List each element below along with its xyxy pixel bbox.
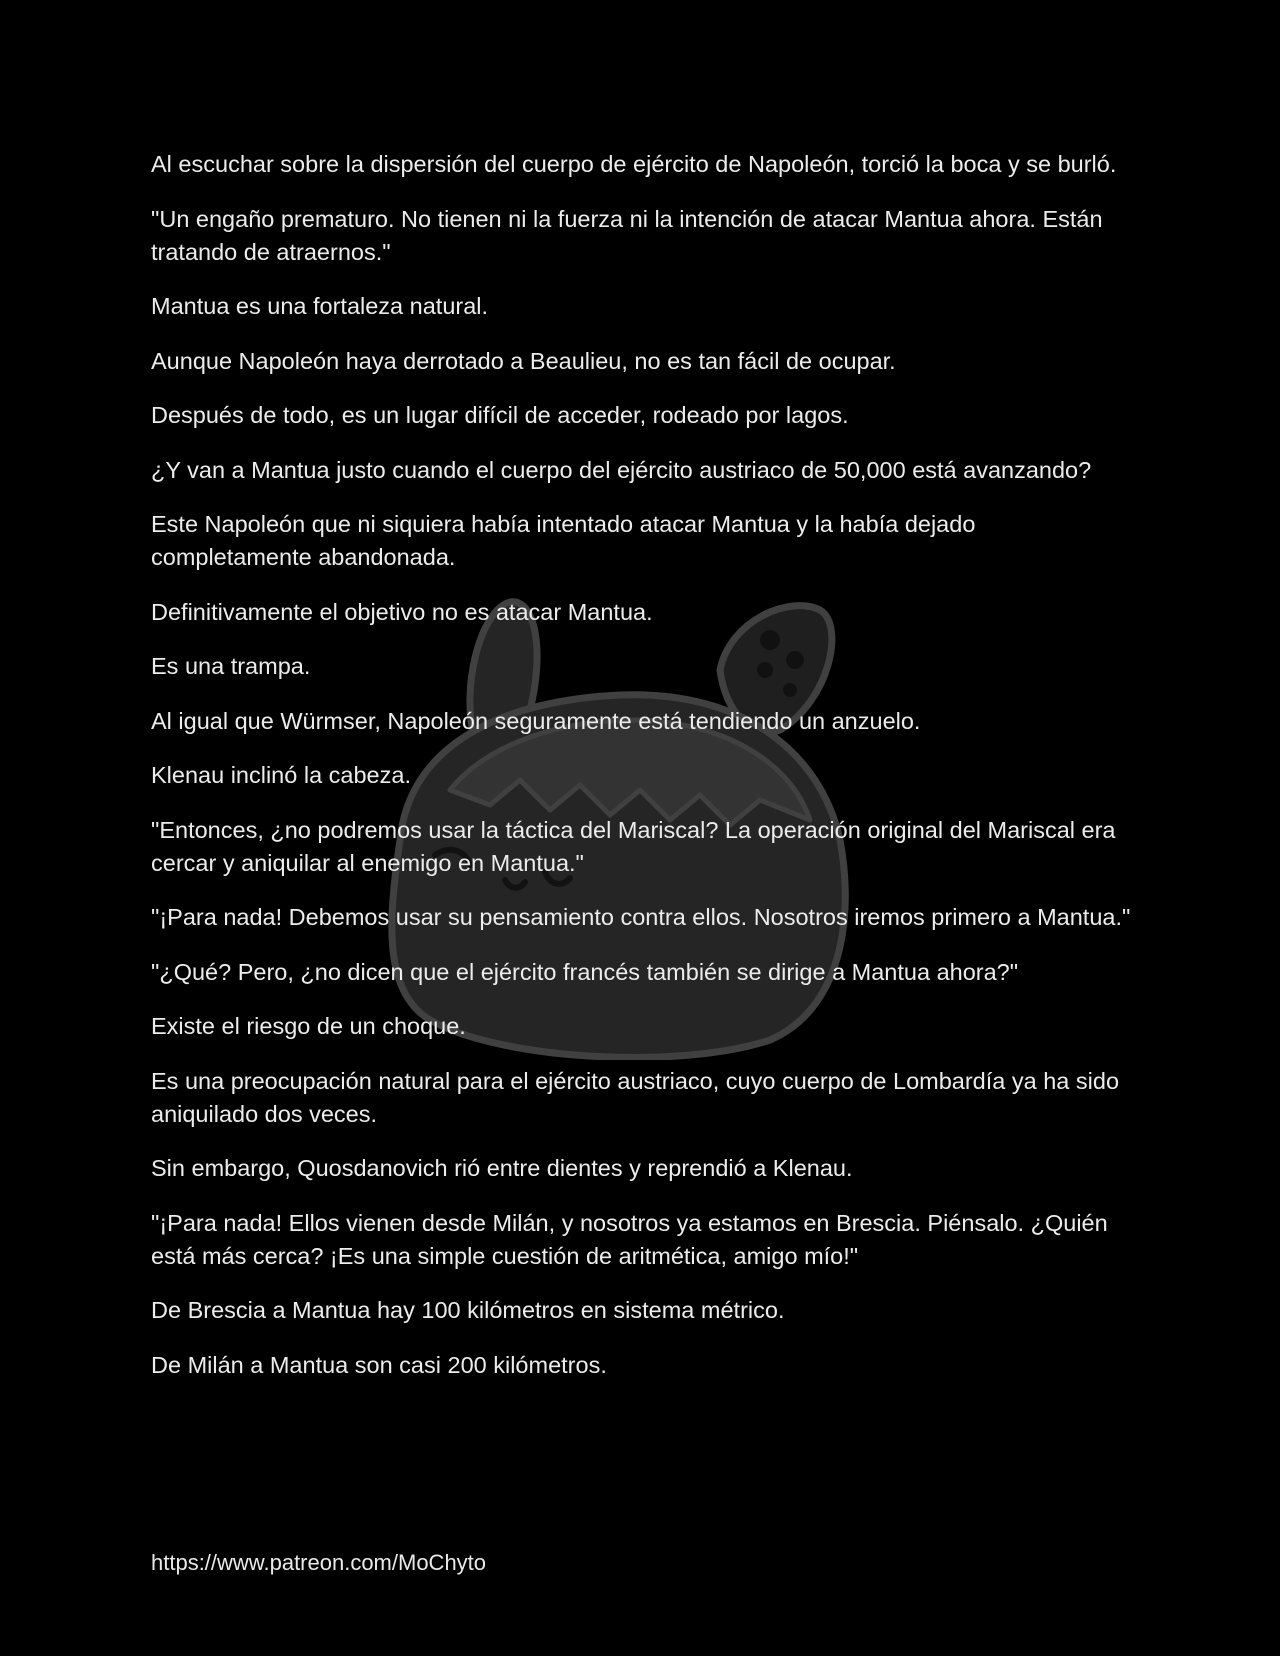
story-text	[151, 148, 1131, 1403]
paragraph: "¡Para nada! Ellos vienen desde Milán, y nosotros ya estamos en Brescia. Piénsalo. ¿Quién está más cerca? ¡Es una simple cuestión de aritmética, amigo mío!"	[151, 1209, 1108, 1269]
paragraph: Este Napoleón que ni siquiera había intentado atacar Mantua y la había dejado completamente abandonada.	[151, 511, 976, 570]
paragraph: "Entonces, ¿no podremos usar la táctica del Mariscal? La operación original del Mariscal era cercar y aniquilar al enemigo en Mantua."	[151, 816, 1116, 876]
paragraph: Al igual que Würmser, Napoleón seguramente está tendiendo un anzuelo.	[151, 707, 921, 734]
paragraph: Al escuchar sobre la dispersión del cuerpo de ejército de Napoleón, torció la boca y se burló.	[151, 151, 1117, 177]
paragraph: "¿Qué? Pero, ¿no dicen que el ejército francés también se dirige a Mantua ahora?"	[151, 958, 1019, 985]
paragraph: Es una preocupación natural para el ejército austriaco, cuyo cuerpo de Lombardía ya ha sido aniquilado dos veces.	[151, 1067, 1120, 1127]
patreon-link[interactable]: https://www.patreon.com/MoChyto	[151, 1550, 487, 1575]
paragraph: De Milán a Mantua son casi 200 kilómetros.	[151, 1351, 607, 1378]
paragraph: "Un engaño prematuro. No tienen ni la fuerza ni la intención de atacar Mantua ahora. Están tratando de atraernos."	[151, 205, 1103, 265]
paragraph: "¡Para nada! Debemos usar su pensamiento contra ellos. Nosotros iremos primero a Mantua."	[151, 904, 1131, 930]
paragraph: Aunque Napoleón haya derrotado a Beaulieu, no es tan fácil de ocupar.	[151, 347, 896, 374]
paragraph: Sin embargo, Quosdanovich rió entre dientes y reprendió a Klenau.	[151, 1155, 853, 1181]
paragraph: Klenau inclinó la cabeza.	[151, 762, 411, 788]
paragraph: Definitivamente el objetivo no es atacar Mantua.	[151, 598, 653, 625]
paragraph: Mantua es una fortaleza natural.	[151, 293, 489, 319]
paragraph: Es una trampa.	[151, 653, 311, 679]
paragraph: ¿Y van a Mantua justo cuando el cuerpo del ejército austriaco de 50,000 está avanzando?	[151, 456, 1092, 483]
paragraph: Existe el riesgo de un choque.	[151, 1013, 466, 1039]
paragraph: De Brescia a Mantua hay 100 kilómetros en sistema métrico.	[151, 1297, 785, 1323]
paragraph: Después de todo, es un lugar difícil de acceder, rodeado por lagos.	[151, 402, 849, 428]
